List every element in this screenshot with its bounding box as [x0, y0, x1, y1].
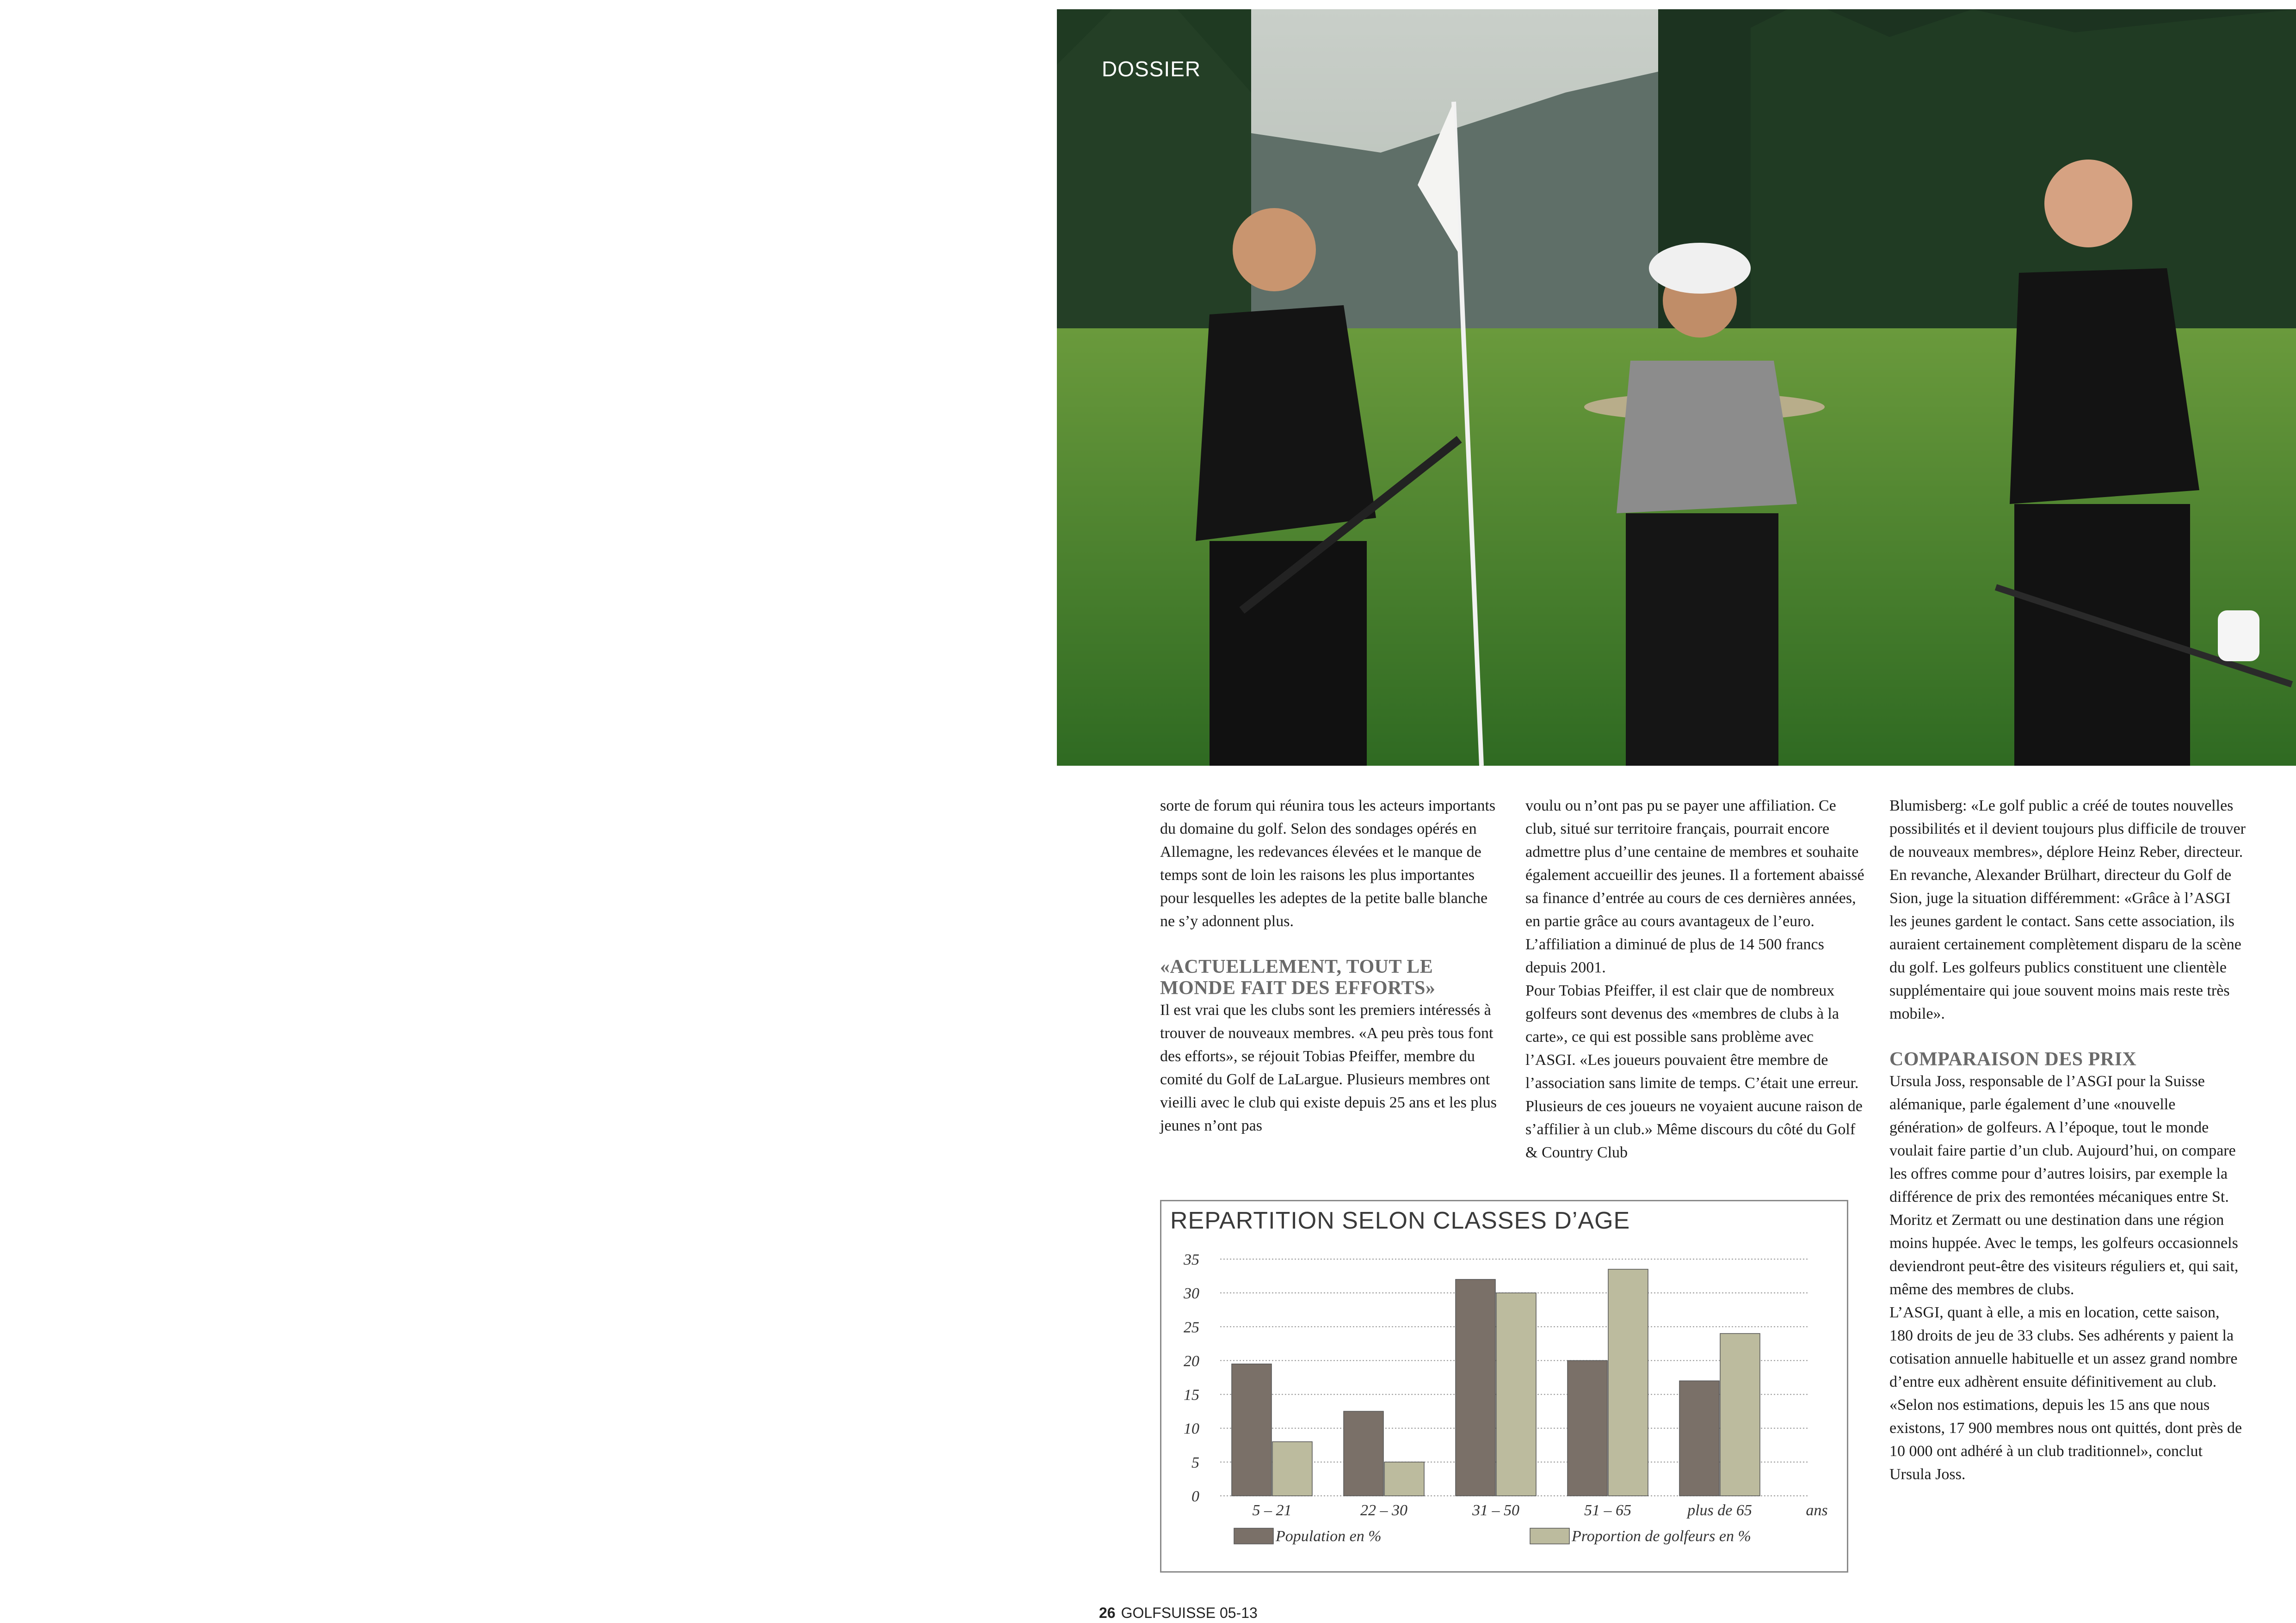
x-tick-label: 31 – 50	[1472, 1502, 1519, 1519]
paragraph: Ursula Joss, responsable de l’ASGI pour la Suisse alémanique, parle également d’une «nouvelle génération» de golfeurs. A l’époque, tout le monde voulait faire partie d’un club. Aujourd’hui, on compare les offres comme pour d’autres loisirs, par exemple la différence de prix des remontées mécaniques entre St. Moritz et Zermatt ou une destination dans une région moins huppée. Avec le temps, les golfeurs occasionnels deviendront peut-être des visiteurs réguliers et, qui sait, même des membres de clubs.	[1889, 1073, 2239, 1298]
y-tick-label: 5	[1191, 1454, 1199, 1471]
subheading: «ACTUELLEMENT, TOUT LE MONDE FAIT DES EFFORTS»	[1160, 956, 1436, 999]
text-column-3	[1889, 794, 2246, 1486]
paragraph: voulu ou n’ont pas pu se payer une affiliation. Ce club, situé sur territoire français, pourrait encore admettre plus d’une centaine de membres et souhaite également accueillir des jeunes. Il a fortement abaissé sa finance d’entrée au cours de ces dernières années, en partie grâce au cours avantageux de l’euro. L’affiliation a diminué de plus de 14 500 francs depuis 2001.	[1525, 797, 1864, 976]
paragraph: Pour Tobias Pfeiffer, il est clair que de nombreux golfeurs sont devenus des «membres de clubs à la carte», ce qui est possible sans problème avec l’ASGI. «Les joueurs pouvaient être membre de l’association sans limite de temps. C’était une erreur. Plusieurs de ces joueurs ne voyaient aucune raison de s’affilier à un club.» Même discours du côté du Golf & Country Club	[1525, 982, 1863, 1161]
x-tick-label: plus de 65	[1687, 1502, 1752, 1519]
bar-population	[1679, 1381, 1719, 1496]
paragraph: Il est vrai que les clubs sont les premiers intéressés à trouver de nouveaux membres. «A peu près tous font des efforts», se réjouit Tobias Pfeiffer, membre du comité du Golf de LaLargue. Plusieurs membres ont vieilli avec le club qui existe depuis 25 ans et les plus jeunes n’ont pas	[1160, 1002, 1497, 1134]
legend-label-population: Population en %	[1276, 1528, 1382, 1545]
y-tick-label: 20	[1184, 1352, 1199, 1370]
legend-label-golfers: Proportion de golfeurs en %	[1572, 1528, 1751, 1545]
section-label: DOSSIER	[1102, 57, 1201, 81]
bar-golfers	[1272, 1442, 1312, 1496]
y-tick-label: 35	[1184, 1251, 1199, 1268]
publication-name: GOLFSUISSE 05-13	[1121, 1605, 1258, 1621]
legend-swatch-golfers	[1530, 1528, 1569, 1544]
x-tick-label: 22 – 30	[1360, 1502, 1407, 1519]
bar-population	[1232, 1364, 1271, 1496]
paragraph: sorte de forum qui réunira tous les acteurs importants du domaine du golf. Selon des sondages opérés en Allemagne, les redevances élevées et le manque de temps sont de loin les raisons les plus importantes pour lesquelles les adeptes de la petite balle blanche ne s’y adonnent plus.	[1160, 797, 1496, 930]
bar-golfers	[1496, 1293, 1536, 1496]
golfers-photo-icon	[1057, 9, 2296, 766]
subheading: COMPARAISON DES PRIX	[1889, 1049, 2137, 1070]
bar-population	[1344, 1411, 1383, 1496]
x-tick-label: 51 – 65	[1584, 1502, 1631, 1519]
bar-population	[1568, 1360, 1607, 1496]
y-tick-label: 25	[1184, 1319, 1199, 1336]
bar-golfers	[1384, 1462, 1424, 1496]
y-tick-label: 10	[1184, 1420, 1199, 1438]
text-column-2	[1525, 794, 1865, 1164]
age-distribution-chart	[1160, 1200, 1848, 1573]
paragraph: Blumisberg: «Le golf public a créé de toutes nouvelles possibilités et il devient toujours plus difficile de trouver de nouveaux membres», déplore Heinz Reber, directeur. En revanche, Alexander Brülhart, directeur du Golf de Sion, juge la situation différemment: «Grâce à l’ASGI les jeunes gardent le contact. Sans cette association, ils auraient certainement complètement disparu de la scène du golf. Les golfeurs publics constituent une clientèle supplémentaire qui joue souvent moins mais reste très mobile».	[1889, 797, 2246, 1022]
bar-golfers	[1608, 1269, 1648, 1496]
bar-golfers	[1720, 1334, 1760, 1496]
y-tick-label: 0	[1191, 1488, 1199, 1505]
text-column-1	[1160, 794, 1505, 1137]
chart-title: REPARTITION SELON CLASSES D’AGE	[1170, 1207, 1630, 1234]
legend-swatch-population	[1234, 1528, 1273, 1544]
bar-population	[1456, 1279, 1495, 1496]
x-tick-label: 5 – 21	[1252, 1502, 1292, 1519]
y-tick-label: 15	[1184, 1386, 1199, 1404]
y-tick-label: 30	[1184, 1285, 1199, 1303]
x-unit-label: ans	[1806, 1502, 1828, 1519]
page-number: 26	[1099, 1605, 1116, 1621]
cover-photo	[1057, 9, 2296, 766]
paragraph: L’ASGI, quant à elle, a mis en location, cette saison, 180 droits de jeu de 33 clubs. Ses adhérents y paient la cotisation annuelle habituelle et un assez grand nombre d’entre eux adhèrent ensuite définitivement au club. «Selon nos estimations, depuis les 15 ans que nous existons, 17 900 membres nous ont quittés, dont près de 10 000 ont adhéré à un club traditionnel», conclut Ursula Joss.	[1889, 1304, 2242, 1483]
page-footer	[1099, 1605, 1258, 1622]
